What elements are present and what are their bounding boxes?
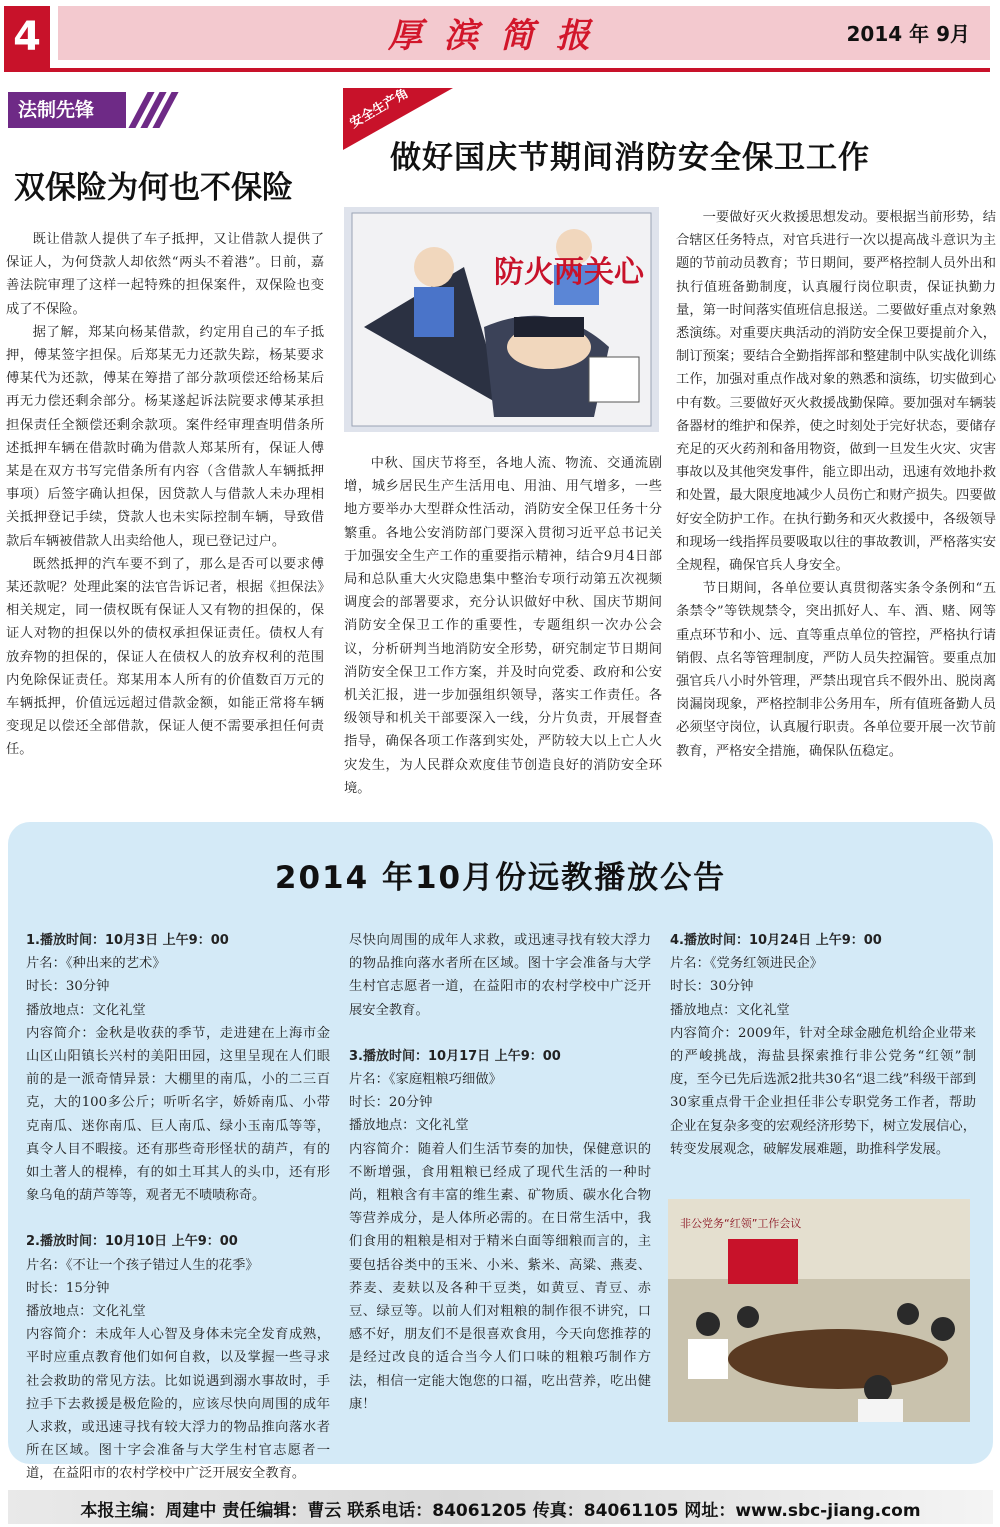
safety-article-title: 做好国庆节期间消防安全保卫工作 [390, 140, 870, 176]
law-paragraph: 据了解，郑某向杨某借款，约定用自己的车子抵押，傅某签字担保。后郑某无力还款失踪，杨某要求傅某代为还款，傅某在筹措了部分款项偿还给杨某后再无力偿还剩余部分。杨某遂起诉法院要求傅某承担担保责任全额偿还剩余款项。案件经审理查明借条所述抵押车辆在借款时确为借款人郑某所有，保证人傅某是在双方书写完借条所有内容（含借款人车辆抵押事项）后签字确认担保，因贷款人与借款人未办理相关抵押登记手续，贷款人也未实际控制车辆，导致借款后车辆被借款人出卖给他人，现已登记过户。 [6, 324, 324, 549]
masthead-title: 厚滨简报 [388, 16, 612, 56]
broadcast-duration: 时长：30分钟 [670, 979, 754, 995]
broadcast-item [349, 1045, 651, 1416]
fire-safety-poster-image [344, 207, 659, 432]
safety-article-col1 [344, 452, 662, 800]
law-section-tag: 法制先锋 [8, 92, 126, 128]
broadcast-duration: 时长：15分钟 [26, 1280, 110, 1296]
broadcast-duration: 时长：20分钟 [349, 1095, 433, 1111]
safety-paragraph: 中秋、国庆节将至，各地人流、物流、交通流剧增，城乡居民生产生活用电、用油、用气增多，一些地方要举办大型群众性活动，消防安全保卫任务十分繁重。各地公安消防部门要深入贯彻习近平总书记关于加强安全生产工作的重要指示精神，结合9月4日部局和总队重大火灾隐患集中整治专项行动第五次视频调度会的部署要求，充分认识做好中秋、国庆节期间消防安全保卫工作的重要性，专题组织一次办公会议，分析研判当地消防安全形势，研究制定节日期间消防安全保卫工作方案，并及时向党委、政府和公安机关汇报，进一步加强组织领导，落实工作责任。各级领导和机关干部要深入一线，分片负责，开展督查指导，确保各项工作落到实处，严防较大以上亡人火灾发生，为人民群众欢度佳节创造良好的消防安全环境。 [344, 456, 662, 796]
broadcast-intro-continued: 尽快向周围的成年人求救，或迅速寻找有较大浮力的物品推向落水者所在区域。图十字会准备与大学生村官志愿者一道，在益阳市的农村学校中广泛开展安全教育。 [349, 933, 651, 1018]
broadcast-venue: 播放地点：文化礼堂 [349, 1118, 469, 1134]
broadcast-film: 片名：《不让一个孩子错过人生的花季》 [26, 1257, 259, 1273]
header-divider [4, 68, 990, 72]
broadcast-time: 3.播放时间：10月17日 上午9：00 [349, 1048, 561, 1064]
broadcast-film: 片名：《种出来的艺术》 [26, 956, 166, 972]
announcement-col1 [26, 929, 330, 1482]
broadcast-time: 4.播放时间：10月24日 上午9：00 [670, 933, 882, 948]
broadcast-time: 2.播放时间：10月10日 上午9：00 [26, 1234, 238, 1250]
law-paragraph: 既让借款人提供了车子抵押，又让借款人提供了保证人，为何贷款人却依然“两头不着港”。日前，嘉善法院审理了这样一起特殊的担保案件，双保险也变成了不保险。 [6, 232, 324, 317]
broadcast-venue: 播放地点：文化礼堂 [26, 1304, 146, 1320]
broadcast-item [26, 929, 330, 1207]
meeting-photo-image [668, 1199, 970, 1422]
photo-banner: 非公党务“红领”工作会议 [680, 1217, 802, 1230]
broadcast-venue: 播放地点：文化礼堂 [26, 1002, 146, 1018]
page-number: 4 [4, 6, 50, 68]
broadcast-intro: 内容简介：2009年，针对全球金融危机给企业带来的严峻挑战，海盐县探索推行非公党务“红领”制度，至今已先后选派2批共30名“退二线”科级干部到30家重点骨干企业担任非公专职党务工作者，帮助企业在复杂多变的宏观经济形势下，树立发展信心，转变发展观念，破解发展难题，助推科学发展。 [670, 1025, 976, 1157]
broadcast-film: 片名：《党务红领进民企》 [670, 956, 823, 972]
broadcast-time: 1.播放时间：10月3日 上午9：00 [26, 933, 229, 948]
issue-date: 2014 年 9月 [846, 22, 970, 46]
announcement-col3 [670, 929, 976, 1161]
poster-caption: 防火两关心 [494, 255, 644, 290]
broadcast-intro: 内容简介：未成年人心智及身体未完全发育成熟，平时应重点教育他们如何自救，以及掌握一些寻求社会救助的常见方法。比如说遇到溺水事故时，手拉手下去救援是极危险的，应该尽快向周围的成年人求救，或迅速寻找有较大浮力的物品推向落水者所在区域。图十字会准备与大学生村官志愿者一道，在益阳市的农村学校中广泛开展安全教育。 [26, 1327, 330, 1482]
safety-paragraph: 一要做好灭火救援思想发动。要根据当前形势，结合辖区任务特点，对官兵进行一次以提高战斗意识为主题的节前动员教育；节日期间，要严格控制人员外出和执行值班备勤制度，认真履行岗位职责，保证执勤力量，第一时间落实值班信息报送。二要做好重点对象熟悉演练。对重要庆典活动的消防安全保卫要提前介入，制订预案；要结合全勤指挥部和整建制中队实战化训练工作，加强对重点作战对象的熟悉和演练，切实做到心中有数。三要做好灭火救援战勤保障。要加强对车辆装备器材的维护和保养，使之时刻处于完好状态，要储存充足的灭火药剂和备用物资，做到一旦发生火灾、灾害事故以及其他突发事件，能立即出动，迅速有效地扑救和处置，最大限度地减少人员伤亡和财产损失。四要做好安全防护工作。在执行勤务和灭火救援中，各级领导和现场一线指挥员要吸取以往的事故教训，严格落实安全规程，确保官兵人身安全。 [676, 210, 996, 574]
law-paragraph: 既然抵押的汽车要不到了，那么是否可以要求傅某还款呢？处理此案的法官告诉记者，根据《担保法》相关规定，同一债权既有保证人又有物的担保的，保证人对物的担保以外的债权承担保证责任。债权人有放弃物的担保的，保证人在债权人的放弃权利的范围内免除保证责任。郑某用本人所有的价值数百万元的车辆抵押，价值远远超过借款金额，如能正常将车辆变现足以偿还全部借款，保证人便不需要承担任何责任。 [6, 556, 324, 758]
broadcast-intro: 内容简介：金秋是收获的季节，走进建在上海市金山区山阳镇长兴村的美阳田园，这里呈现在人们眼前的是一派奇情异景：大棚里的南瓜，小的二三百克，大的100多公斤；听听名字，娇娇南瓜、小带克南瓜、迷你南瓜、巨人南瓜、绿小玉南瓜等等，真令人目不暇接。还有那些奇形怪状的葫芦，有的如土著人的棍棒，有的如土耳其人的头巾，还有形象乌龟的葫芦等等，观者无不啧啧称奇。 [26, 1025, 330, 1204]
broadcast-intro: 内容简介：随着人们生活节奏的加快，保健意识的不断增强，食用粗粮已经成了现代生活的一种时尚，粗粮含有丰富的维生素、矿物质、碳水化合物等营养成分，是人体所必需的。在日常生活中，我们食用的粗粮是相对于精米白面等细粮而言的，主要包括谷类中的玉米、小米、紫米、高粱、燕麦、荞麦、麦麸以及各种干豆类，如黄豆、青豆、赤豆、绿豆等。以前人们对粗粮的制作很不讲究，口感不好，朋友们不是很喜欢食用，今天向您推荐的是经过改良的适合当今人们口味的粗粮巧制作方法，相信一定能大饱您的口福，吃出营养，吃出健康！ [349, 1141, 651, 1412]
broadcast-film: 片名：《家庭粗粮巧细做》 [349, 1072, 502, 1088]
law-article-body [6, 228, 324, 762]
announcement-col2 [349, 929, 651, 1416]
broadcast-item [670, 929, 976, 1161]
newspaper-header [0, 0, 1000, 75]
footer-credits: 本报主编：周建中 责任编辑：曹云 联系电话：84061205 传真：84061105 网址：www.sbc-jiang.com [80, 1501, 921, 1521]
broadcast-item [26, 1230, 330, 1482]
safety-article-col2 [676, 206, 996, 763]
announcement-title: 2014 年10月份远教播放公告 [274, 860, 727, 896]
safety-paragraph: 节日期间，各单位要认真贯彻落实条令条例和“五条禁令”等铁规禁令，突出抓好人、车、酒、赌、网等重点环节和小、远、直等重点单位的管控，严格执行请销假、点名等管理制度，严防人员失控漏管。要重点加强官兵八小时外管理，严禁出现官兵不假外出、脱岗离岗漏岗现象，严格控制非公务用车，所有值班备勤人员必须坚守岗位，认真履行职责。各单位要开展一次节前教育，严格安全措施，确保队伍稳定。 [676, 581, 996, 759]
broadcast-duration: 时长：30分钟 [26, 979, 110, 995]
broadcast-venue: 播放地点：文化礼堂 [670, 1002, 790, 1018]
law-article-title: 双保险为何也不保险 [14, 170, 293, 206]
safety-badge-label: 安全生产角 [347, 85, 412, 132]
